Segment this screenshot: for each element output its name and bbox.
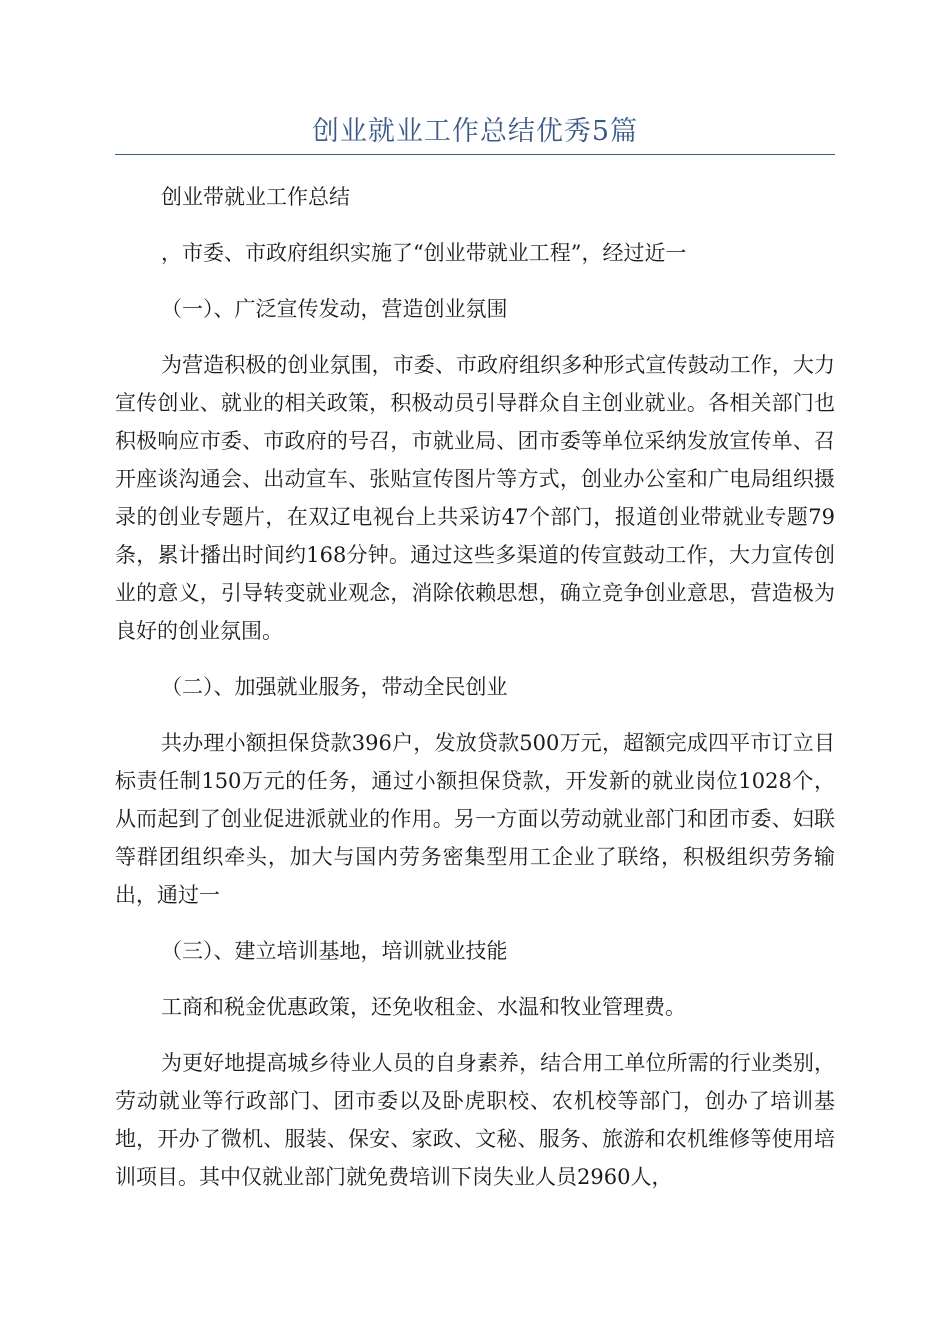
paragraph: 共办理小额担保贷款396户，发放贷款500万元，超额完成四平市订立目标责任制150万元的任务，通过小额担保贷款，开发新的就业岗位1028个，从而起到了创业促进派就业的作用。另一方面以劳动就业部门和团市委、妇联等群团组织牵头，加大与国内劳务密集型用工企业了联络，积极组织劳务输出，通过一	[115, 731, 835, 907]
section-heading: （二）、加强就业服务，带动全民创业	[161, 675, 508, 699]
title-underline	[115, 154, 835, 155]
section-heading: （一）、广泛宣传发动，营造创业氛围	[161, 297, 508, 321]
paragraph: 为营造积极的创业氛围，市委、市政府组织多种形式宣传鼓动工作，大力宣传创业、就业的相关政策，积极动员引导群众自主创业就业。各相关部门也积极响应市委、市政府的号召，市就业局、团市委等单位采纳发放宣传单、召开座谈沟通会、出动宣车、张贴宣传图片等方式，创业办公室和广电局组织摄录的创业专题片，在双辽电视台上共采访47个部门，报道创业带就业专题79条，累计播出时间约168分钟。通过这些多渠道的传宣鼓动工作，大力宣传创业的意义，引导转变就业观念，消除依赖思想，确立竞争创业意思，营造极为良好的创业氛围。	[115, 353, 835, 643]
paragraph: 为更好地提高城乡待业人员的自身素养，结合用工单位所需的行业类别，劳动就业等行政部门、团市委以及卧虎职校、农机校等部门，创办了培训基地，开办了微机、服装、保安、家政、文秘、服务、旅游和农机维修等使用培训项目。其中仅就业部门就免费培训下岗失业人员2960人，	[115, 1051, 835, 1189]
document-body	[115, 178, 835, 1196]
section-heading: （三）、建立培训基地，培训就业技能	[161, 939, 508, 963]
paragraph: 工商和税金优惠政策，还免收租金、水温和牧业管理费。	[161, 995, 686, 1019]
section-heading: 创业带就业工作总结	[161, 185, 350, 209]
paragraph: ，市委、市政府组织实施了“创业带就业工程”，经过近一	[161, 241, 687, 265]
document-title: 创业就业工作总结优秀5篇	[311, 116, 639, 147]
